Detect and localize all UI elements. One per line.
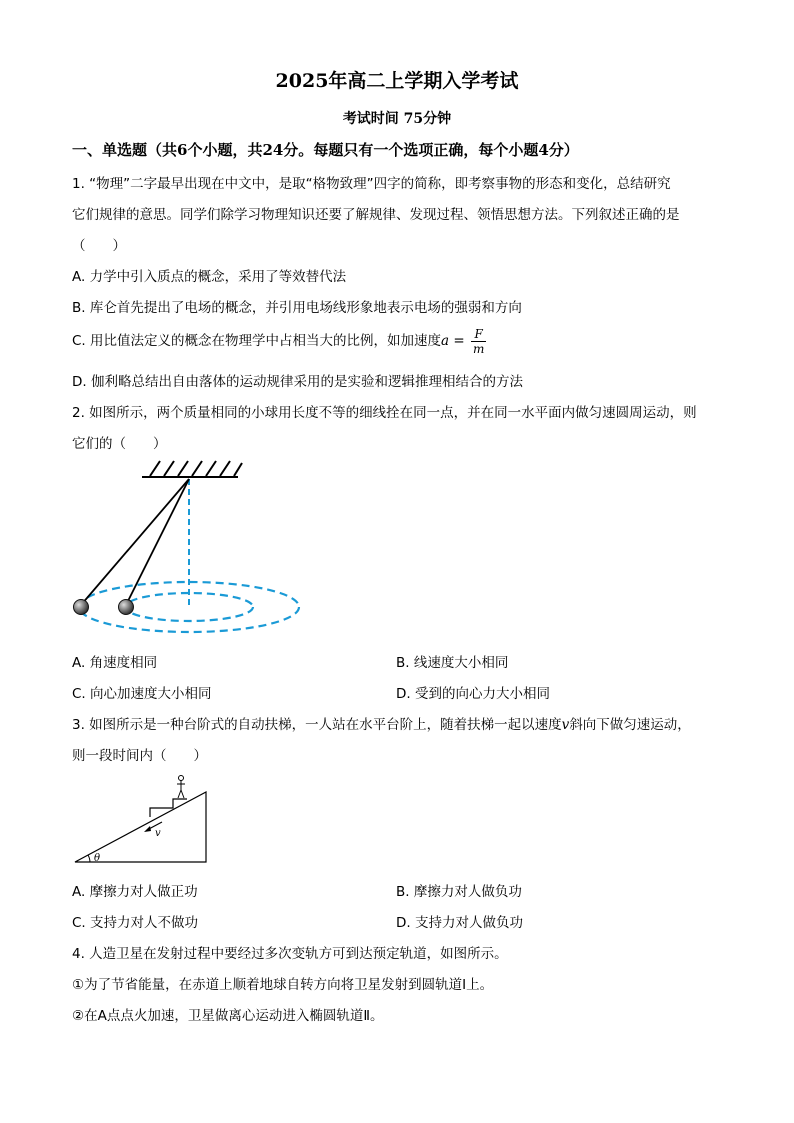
incline xyxy=(75,792,206,862)
ball-inner xyxy=(119,600,134,615)
q1-option-b: B. 库仑首先提出了电场的概念，并引用电场线形象地表示电场的强弱和方向 xyxy=(72,300,522,316)
q3-stem-line1-pre: 3. 如图所示是一种台阶式的自动扶梯，一人站在水平台阶上，随着扶梯一起以速度 xyxy=(72,717,562,733)
q1-option-d: D. 伽利略总结出自由落体的运动规律采用的是实验和逻辑推理相结合的方法 xyxy=(72,374,523,390)
q1-stem-line1: 1. “物理”二字最早出现在中文中，是取“格物致理”四字的简称，即考察事物的形态和变化，总结研究 xyxy=(72,176,671,192)
q4-stem-line1: 4. 人造卫星在发射过程中要经过多次变轨方可到达预定轨道，如图所示。 xyxy=(72,946,508,962)
q2-option-c: C. 向心加速度大小相同 xyxy=(72,686,212,702)
q1-option-c-text: C. 用比值法定义的概念在物理学中占相当大的比例，如加速度 xyxy=(72,333,442,349)
q2-stem-line1: 2. 如图所示，两个质量相同的小球用长度不等的细线拴在同一点，并在同一水平面内做匀速圆周运动，则 xyxy=(72,405,697,421)
formula-numerator: F xyxy=(471,327,486,342)
formula-denominator: m xyxy=(472,341,485,356)
q2-option-a: A. 角速度相同 xyxy=(72,655,158,671)
person-icon xyxy=(177,776,185,799)
inner-orbit xyxy=(125,593,253,621)
ball-outer xyxy=(74,600,89,615)
q3-option-b: B. 摩擦力对人做负功 xyxy=(396,884,522,900)
q3-option-c: C. 支持力对人不做功 xyxy=(72,915,199,931)
q1-answer-blank: （ ） xyxy=(72,238,126,254)
q3-stem-line1-post: 斜向下做匀速运动， xyxy=(569,717,691,733)
exam-time: 考试时间 75分钟 xyxy=(342,111,452,127)
q3-option-a: A. 摩擦力对人做正功 xyxy=(72,884,198,900)
velocity-arrowhead xyxy=(144,826,151,832)
velocity-label: v xyxy=(155,828,161,839)
q2-option-b: B. 线速度大小相同 xyxy=(396,655,509,671)
q1-stem-line2: 它们规律的意思。同学们除学习物理知识还要了解规律、发现过程、领悟思想方法。下列叙述正确的是 xyxy=(72,207,680,223)
escalator-figure xyxy=(70,770,220,870)
angle-label: θ xyxy=(94,853,101,864)
section-heading: 一、单选题（共6个小题，共24分。每题只有一个选项正确，每个小题4分） xyxy=(72,141,579,159)
q3-stem-line2: 则一段时间内（ ） xyxy=(72,748,207,764)
escalator-step xyxy=(150,799,187,817)
q1-option-a: A. 力学中引入质点的概念，采用了等效替代法 xyxy=(72,269,347,285)
q3-stem-line1 xyxy=(72,713,691,733)
q4-stem-line2: ①为了节省能量，在赤道上顺着地球自转方向将卫星发射到圆轨道Ⅰ上。 xyxy=(72,977,494,993)
q3-option-d: D. 支持力对人做负功 xyxy=(396,915,523,931)
formula-fraction xyxy=(471,327,486,356)
conical-pendulum-figure xyxy=(70,455,310,640)
q2-option-d: D. 受到的向心力大小相同 xyxy=(396,686,550,702)
q4-stem-line3: ②在A点点火加速，卫星做离心运动进入椭圆轨道Ⅱ。 xyxy=(72,1008,384,1024)
formula-var-a: a xyxy=(441,333,450,349)
q3-velocity-symbol: v xyxy=(561,717,570,733)
formula-equals: = xyxy=(449,333,469,349)
page-title: 2025年高二上学期入学考试 xyxy=(275,70,519,92)
q1-option-c xyxy=(72,324,486,358)
ceiling-hatch xyxy=(150,461,242,476)
q2-stem-line2: 它们的（ ） xyxy=(72,436,167,452)
angle-arc xyxy=(88,855,90,862)
